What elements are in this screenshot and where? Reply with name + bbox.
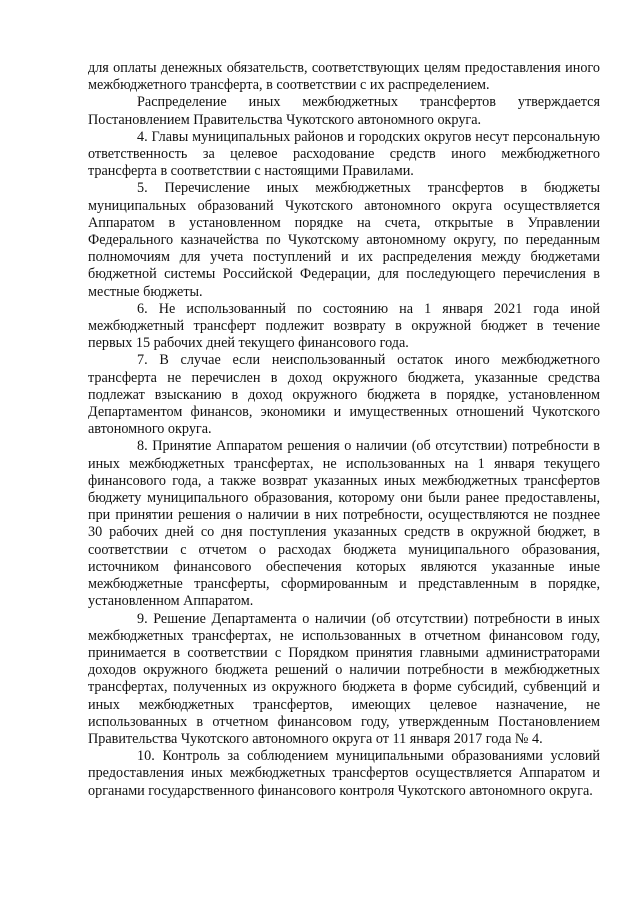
paragraph-item-9: 9. Решение Департамента о наличии (об отсутствии) потребности в иных межбюджетных трансфертах, не использованных в отчетном финансовом году, принимается в соответствии с Порядком принятия главными администраторами доходов окружного бюджета решений о наличии потребности в межбюджетных трансфертах, полученных из окружного бюджета в форме субсидий, субвенций и иных межбюджетных трансфертов, имеющих целевое назначение, не использованных в отчетном финансовом году, утвержденным Постановлением Правительства Чукотского автономного округа от 11 января 2017 года № 4. — [88, 610, 600, 747]
paragraph-distribution: Распределение иных межбюджетных трансфертов утверждается Постановлением Правительства Чукотского автономного округа. — [88, 94, 600, 128]
paragraph-item-6: 6. Не использованный по состоянию на 1 января 2021 года иной межбюджетный трансферт подлежит возврату в окружной бюджет в течение первых 15 рабочих дней текущего финансового года. — [88, 300, 600, 352]
paragraph-item-8: 8. Принятие Аппаратом решения о наличии (об отсутствии) потребности в иных межбюджетных трансфертах, не использованных на 1 января текущего финансового года, а также возврат указанных иных межбюджетных трансфертов бюджету муниципального образования, которому они были ранее предоставлены, при принятии решения о наличии в них потребности, осуществляются не позднее 30 рабочих дней со дня поступления указанных средств в окружной бюджет, в соответствии с отчетом о расходах бюджета муниципального образования, источником финансового обеспечения которых являются указанные иные межбюджетные трансферты, сформированным и представленным в порядке, установленном Аппаратом. — [88, 438, 600, 610]
paragraph-continuation: для оплаты денежных обязательств, соответствующих целям предоставления иного межбюджетного трансферта, в соответствии с их распределением. — [88, 60, 600, 94]
paragraph-item-7: 7. В случае если неиспользованный остаток иного межбюджетного трансферта не перечислен в доход окружного бюджета, указанные средства подлежат взысканию в доход окружного бюджета в порядке, установленном Департаментом финансов, экономики и имущественных отношений Чукотского автономного округа. — [88, 352, 600, 438]
document-page — [88, 60, 600, 800]
paragraph-item-10: 10. Контроль за соблюдением муниципальными образованиями условий предоставления иных межбюджетных трансфертов осуществляется Аппаратом и органами государственного финансового контроля Чукотского автономного округа. — [88, 748, 600, 799]
paragraph-item-5: 5. Перечисление иных межбюджетных трансфертов в бюджеты муниципальных образований Чукотского автономного округа осуществляется Аппаратом в установленном порядке на счета, открытые в Управлении Федерального казначейства по Чукотскому автономному округу, по переданным полномочиям для учета поступлений и их распределения между бюджетами бюджетной системы Российской Федерации, для последующего перечисления в местные бюджеты. — [88, 180, 600, 300]
paragraph-item-4: 4. Главы муниципальных районов и городских округов несут персональную ответственность за целевое расходование средств иного межбюджетного трансферта в соответствии с настоящими Правилами. — [88, 128, 600, 180]
